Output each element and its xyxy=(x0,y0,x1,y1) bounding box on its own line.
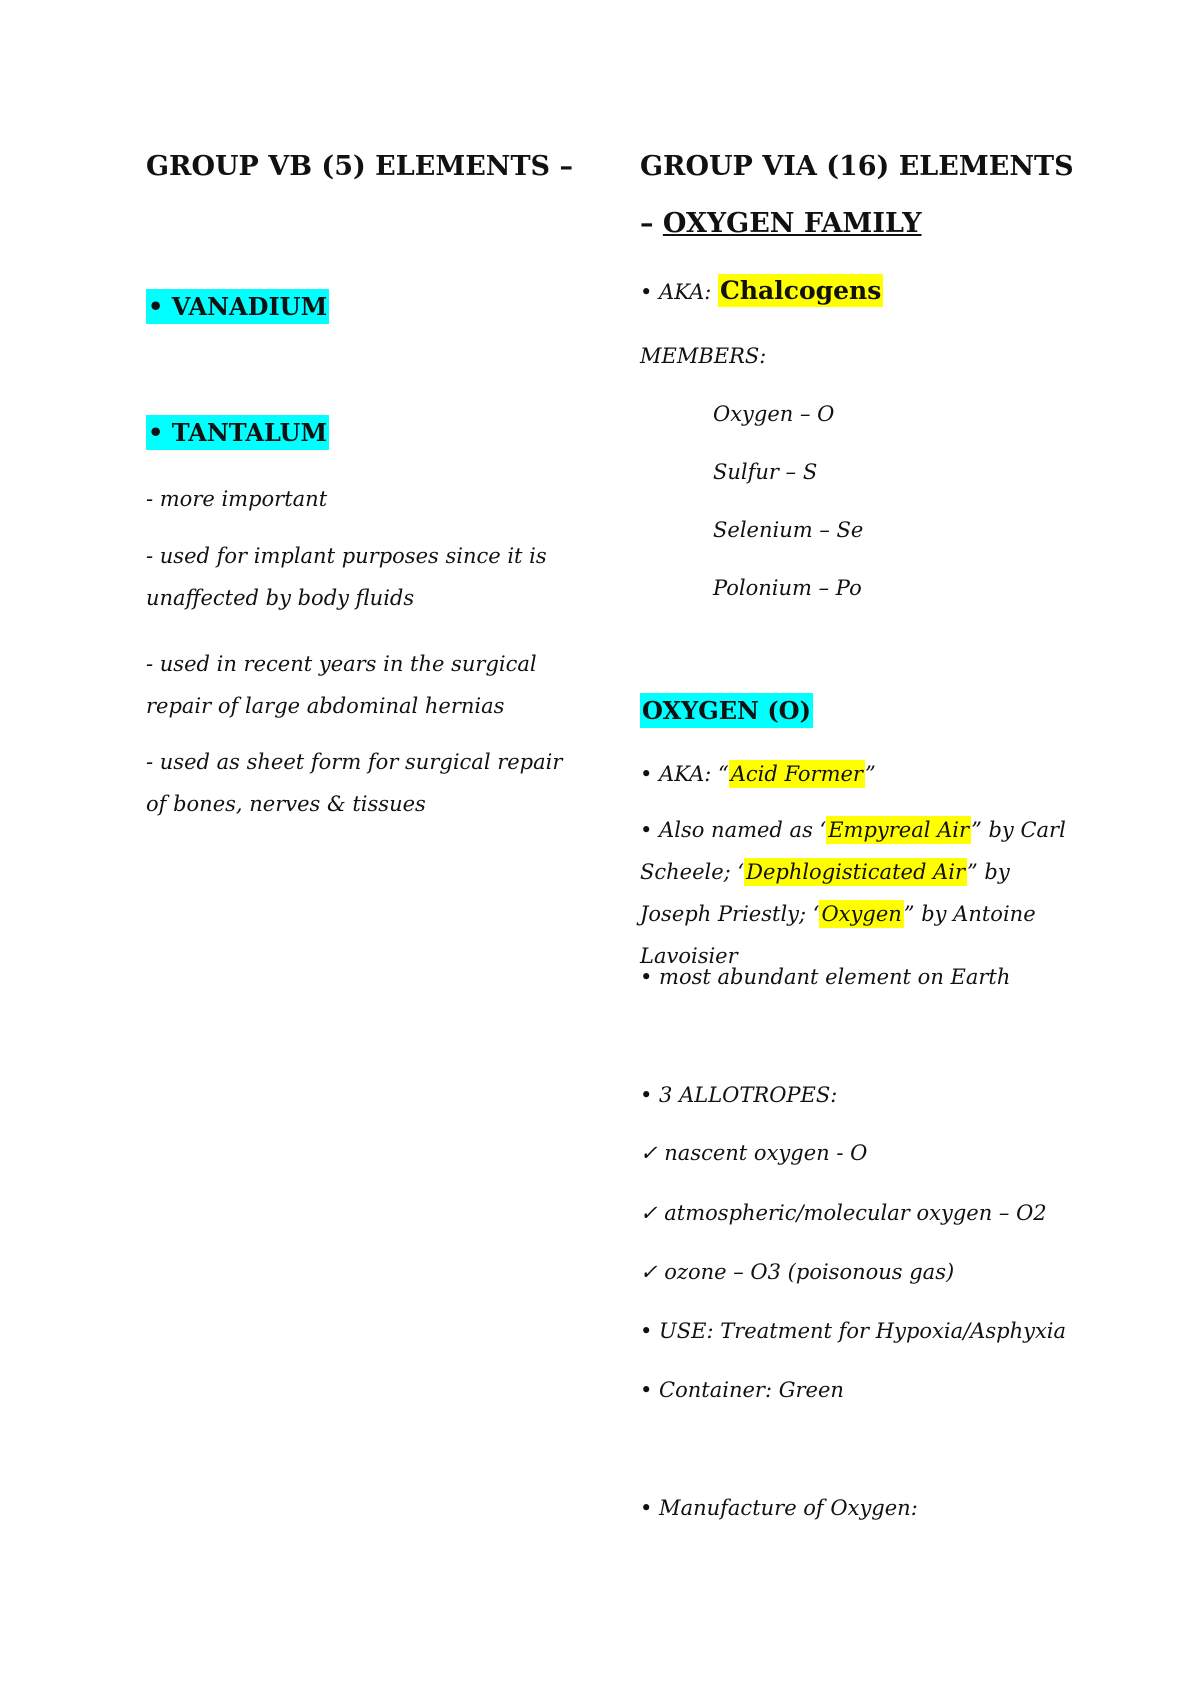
named-text-4: ” by Antoine Lavoisier xyxy=(640,902,1036,968)
also-named-paragraph xyxy=(640,809,1070,977)
group-via-heading: GROUP VIA (16) ELEMENTS xyxy=(640,151,1074,182)
acid-former-line xyxy=(640,762,876,786)
member-polonium: Polonium – Po xyxy=(713,576,862,600)
member-sulfur: Sulfur – S xyxy=(713,460,818,484)
group-vb-heading: GROUP VB (5) ELEMENTS – xyxy=(146,151,573,182)
member-selenium: Selenium – Se xyxy=(713,518,864,542)
chalcogens-line xyxy=(640,276,883,305)
oxygen-section-heading xyxy=(640,696,813,725)
manufacture-note: • Manufacture of Oxygen: xyxy=(640,1496,918,1520)
oxygen-family-heading xyxy=(640,196,921,252)
chalcogens-label: Chalcogens xyxy=(719,276,882,305)
allotrope-nascent: ✓ nascent oxygen - O xyxy=(640,1141,868,1165)
acid-former-suffix: ” xyxy=(864,762,876,786)
named-text-2: ” by Carl Scheele; ‘ xyxy=(640,818,1066,884)
vanadium-item xyxy=(146,292,329,321)
allotropes-label: • 3 ALLOTROPES: xyxy=(640,1083,838,1107)
tantalum-note-1: - more important xyxy=(146,487,328,511)
named-text-1: • Also named as ‘ xyxy=(640,818,827,842)
allotrope-molecular: ✓ atmospheric/molecular oxygen – O2 xyxy=(640,1201,1047,1225)
named-text-3: ” by Joseph Priestly; ‘ xyxy=(640,860,1010,926)
empyreal-air-label: Empyreal Air xyxy=(828,818,970,842)
allotrope-ozone: ✓ ozone – O3 (poisonous gas) xyxy=(640,1260,955,1284)
members-label: MEMBERS: xyxy=(640,344,767,368)
aka-prefix: • AKA: xyxy=(640,280,718,304)
dephlogisticated-air-label: Dephlogisticated Air xyxy=(746,860,965,884)
tantalum-label: • TANTALUM xyxy=(146,415,329,450)
tantalum-note-2: - used for implant purposes since it is unaffected by body fluids xyxy=(146,544,547,610)
abundant-note: • most abundant element on Earth xyxy=(640,965,1011,989)
container-note: • Container: Green xyxy=(640,1378,844,1402)
acid-former-prefix: • AKA: “ xyxy=(640,762,729,786)
oxygen-heading-label: OXYGEN (O) xyxy=(640,693,813,728)
use-note: • USE: Treatment for Hypoxia/Asphyxia xyxy=(640,1319,1067,1343)
tantalum-item xyxy=(146,418,329,447)
tantalum-note-4: - used as sheet form for surgical repair of bones, nerves & tissues xyxy=(146,750,563,816)
acid-former-label: Acid Former xyxy=(730,762,863,786)
member-oxygen: Oxygen – O xyxy=(713,402,835,426)
tantalum-note-3: - used in recent years in the surgical repair of large abdominal hernias xyxy=(146,652,537,718)
oxygen-name-label: Oxygen xyxy=(821,902,902,926)
vanadium-label: • VANADIUM xyxy=(146,289,329,324)
heading-dash: – xyxy=(640,208,663,239)
oxygen-family-label: OXYGEN FAMILY xyxy=(662,208,922,239)
